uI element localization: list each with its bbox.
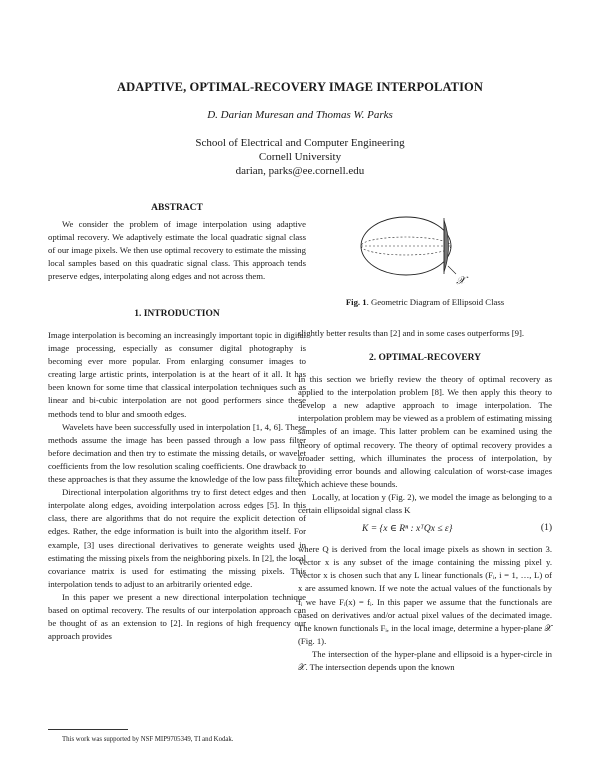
footnote-rule [48,729,128,730]
right-column [298,327,552,674]
continuation-text: slightly better results than [2] and in some cases outperforms [9]. [298,328,525,338]
figure-caption-text: . Geometric Diagram of Ellipsoid Class [366,297,505,307]
equation-body: K = {x ∈ Rⁿ : xᵀQx ≤ ε} [362,524,453,535]
abstract-section [48,203,306,283]
abstract-body [48,218,306,283]
footnote: This work was supported by NSF MIP9705349, TI and Kodak. [62,736,234,743]
paper-title: ADAPTIVE, OPTIMAL-RECOVERY IMAGE INTERPOLATION [117,80,483,94]
optimal-recovery-paragraph: The intersection of the hyper-plane and ellipsoid is a hyper-circle in 𝒳. The intersection depends upon the known [298,648,552,672]
hyperplane-intersection [444,220,449,272]
ellipsoid-diagram [358,210,482,292]
introduction-paragraph: Wavelets have been successfully used in interpolation [1, 4, 6]. These methods assume the image has been passed through a low pass filter before decimation and then try to estimate the missing details, or wavelet coefficients from the low resolution scaling coefficients. One drawback to these approaches is that they assume the knowledge of the low pass filter. [48,421,306,485]
affiliation-university: Cornell University [258,151,342,163]
abstract-heading: ABSTRACT [151,203,203,213]
continuation-body [298,327,552,340]
figure-caption [298,297,552,307]
introduction-paragraph: Image interpolation is becoming an increasingly important topic in digital image processing, especially as consumer digital photography is becoming ever more popular. From enlarging consumer images to creating large artistic prints, interpolation is at the heart of it all. It has been known for some time that classical interpolation techniques such as linear and bi-cubic interpolation are not good performers since these methods tend to blur and smooth edges. [48,330,306,419]
paper-authors: D. Darian Muresan and Thomas W. Parks [207,109,393,121]
equation-number: (1) [540,523,552,534]
equation-1 [298,519,552,541]
optimal-recovery-paragraph: In this section we briefly review the theory of optimal recovery as applied to the interpolation problem [8]. We then apply this theory to develop a new adaptive approach to image interpolation. The interpolation problem may be viewed as a problem of estimating missing samples of an image. This latter problem can be examined using the theory of optimal recovery. The theory of optimal recovery provides a broader setting, which illuminates the process of interpolation, by providing error bounds and allowing calculation of worst-case images which achieve these bounds. [298,374,552,489]
hyperplane-label: 𝒳 [456,274,466,287]
optimal-recovery-body [298,373,552,517]
introduction-paragraph: In this paper we present a new directional interpolation technique based on optimal recovery. The results of our interpolation approach can be thought of as an extension to [2]. In regions of high frequency our approach provides [48,591,306,642]
figure-ellipsoid [358,210,482,292]
optimal-recovery-heading: 2. OPTIMAL-RECOVERY [368,353,482,364]
affiliation-email: darian, parks@ee.cornell.edu [235,165,365,177]
affiliation-school: School of Electrical and Computer Engineering [195,137,405,149]
figure-caption-label: Fig. 1 [345,297,367,307]
hyperplane-pointer [448,266,456,274]
introduction-paragraph: Directional interpolation algorithms try to first detect edges and then interpolate along edges, avoiding interpolation across edges [5]. In this class, there are algorithms that do not require the explicit detection of edges. Rather, the edge information is built into the algorithm itself. For example, [3] uses directional derivatives to generate weights used in estimating the missing pixels from the neighboring pixels. In [2], the local covariance matrix is used for estimating the missing pixels. This interpolation tends to adjust to an arbitrarily oriented edge. [48,487,306,589]
section-introduction [48,309,306,643]
optimal-recovery-body-continued [298,543,552,674]
introduction-heading: 1. INTRODUCTION [134,309,220,319]
optimal-recovery-paragraph: where Q is derived from the local image pixels as shown in section 3. Vector x is any subset of the image containing the missing pixel y. Vector x is chosen such that any L linear functionals (Fᵢ, i = 1, …, L) of x are assumed known. If we note the actual values of the functionals by fᵢ we have Fᵢ(x) = fᵢ. In this paper we assume that the functionals are based on derivatives and/or actual pixel values of the decimated image. The known functionals Fᵢ, in the local image, determine a hyper-plane 𝒳 (Fig. 1). [298,544,552,646]
introduction-body [48,329,306,643]
abstract-text: We consider the problem of image interpolation using adaptive optimal recovery. We adaptively estimate the local quadratic signal class of our image pixels. We then use optimal recovery to estimate the missing local samples based on this quadratic signal class. This approach tends preserve edges, interpolating along edges and not across them. [48,219,306,282]
optimal-recovery-paragraph: Locally, at location y (Fig. 2), we model the image as belonging to a certain ellipsoidal signal class K [298,491,552,516]
